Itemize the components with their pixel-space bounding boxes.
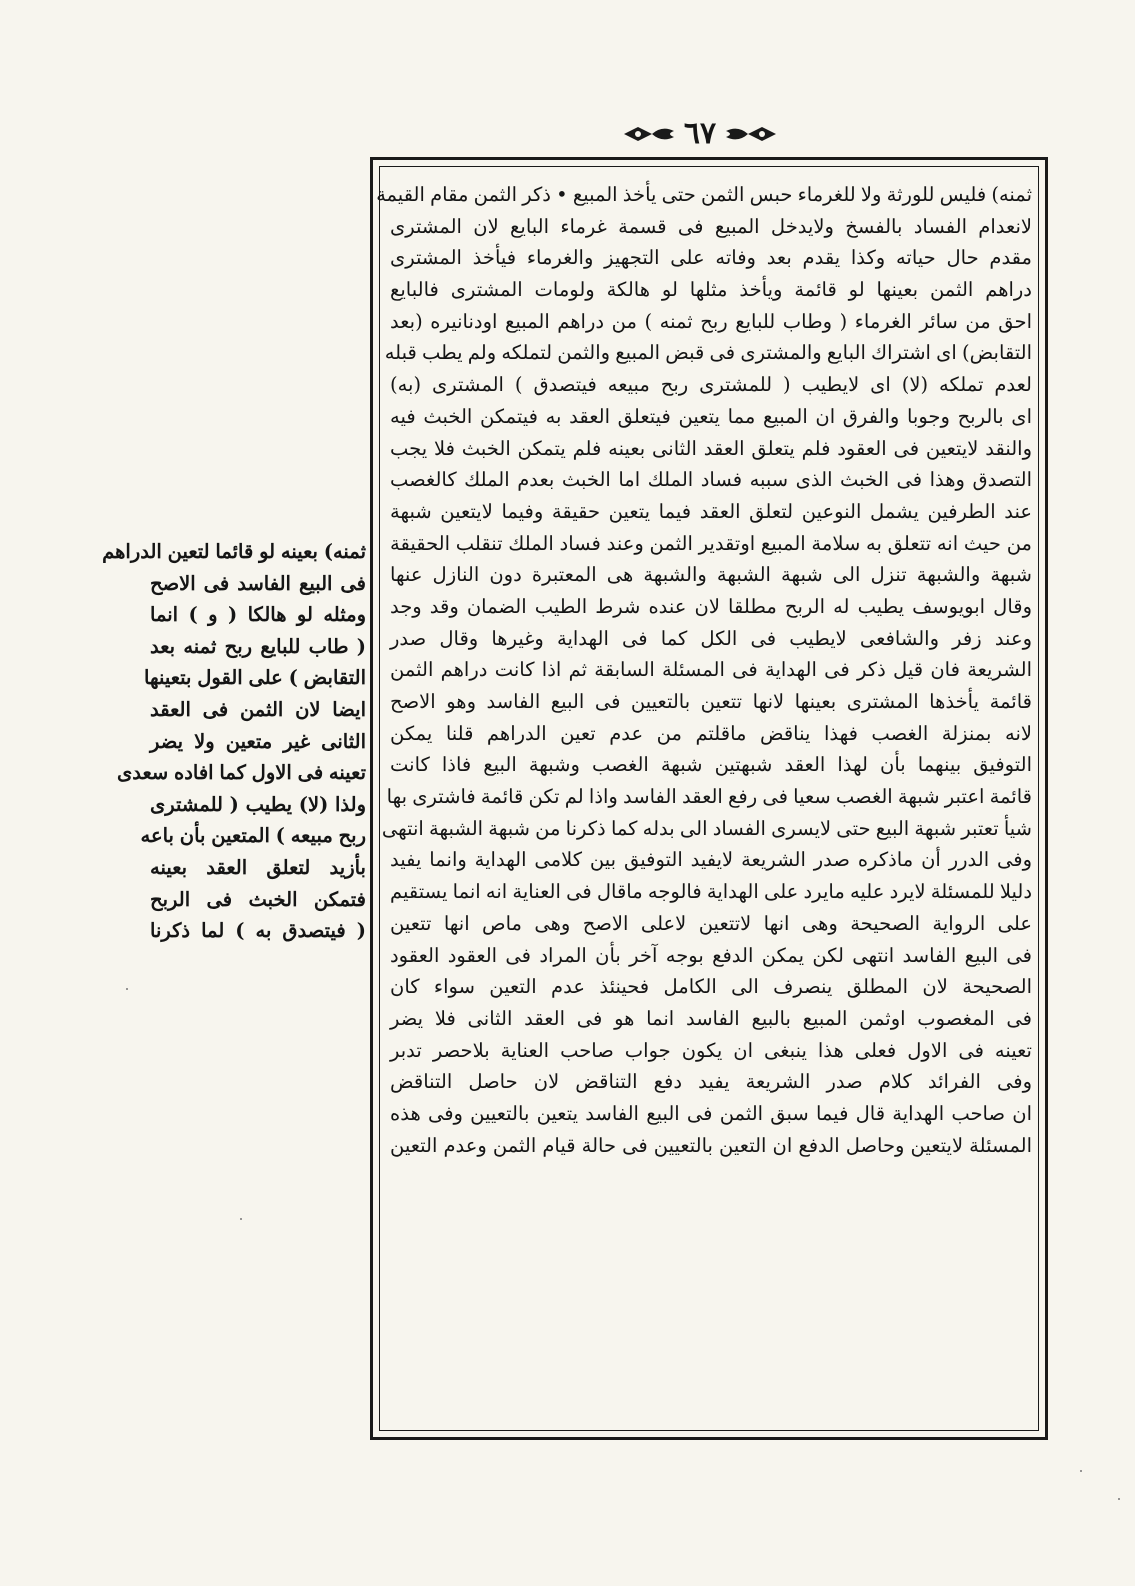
main-text-line: ثمنه) فليس للورثة ولا للغرماء حبس الثمن حتى يأخذ المبيع • ذكر الثمن مقام القيمة [376,183,1032,206]
main-text-line: التوفيق بينهما بأن لهذا العقد شبهتين شبهة الغصب وشبهة البيع فاذا كانت [390,753,1032,777]
margin-text-line: ايضا لان الثمن فى العقد [150,697,366,721]
margin-text-line: الثانى غير متعين ولا يضر [150,729,366,753]
main-text-line: لعدم تملكه (لا) اى لايطيب ( للمشترى ربح مبيعه فيتصدق ) المشترى (به) [390,373,1032,397]
main-text-line: مقدم حال حياته وكذا يقدم بعد وفاته على التجهيز والغرماء فيأخذ المشترى [390,246,1032,270]
margin-text-line: ثمنه) بعينه لو قائما لتعين الدراهم [102,540,366,563]
main-text-line: وفى الفرائد كلام صدر الشريعة يفيد دفع التناقض لان حاصل التناقض [390,1070,1032,1094]
main-text-line: الشريعة فان قيل ذكر فى الهداية فى المسئلة السابقة ثم اذا كانت دراهم الثمن [390,658,1032,682]
main-text-line: لانه بمنزلة الغصب فهذا يناقض ماقلتم من عدم تعين الدراهم قلنا يمكن [390,721,1032,745]
main-text-line: ان صاحب الهداية قال فيما سبق الثمن فى البيع الفاسد يتعين بالتعيين وفى هذه [390,1101,1032,1125]
main-text-line: التصدق وهذا فى الخبث الذى سببه فساد الملك اما الخبث بعدم الملك كالغصب [390,468,1032,492]
main-text-line: قائمة يأخذها المشترى بعينها لانها تتعين بالتعيين فى البيع الفاسد وهو الاصح [390,690,1032,713]
main-text-line: المسئلة لايتعين وحاصل الدفع ان التعين بالتعيين فى حالة قيام الثمن وعدم التعين [390,1133,1032,1157]
main-text-line: تعينه فى الاول فعلى هذا ينبغى ان يكون جواب صاحب العناية بلاحصر تدبر [390,1038,1032,1062]
main-text-line: وعند زفر والشافعى لايطيب فى الكل كما فى الهداية وغيرها وقال صدر [390,626,1032,650]
main-text-line: دراهم الثمن بعينها لو قائمة ويأخذ مثلها لو هالكة ولومات المشترى فالبايع [390,278,1032,302]
left-ornament-icon [622,121,678,147]
margin-text-line: تعينه فى الاول كما افاده سعدى [116,761,366,785]
main-text-line: اى بالربح وجوبا والفرق ان المبيع مما يتعين فيتعلق العقد به فيتمكن الخبث فيه [390,404,1032,428]
main-text-line: الصحيحة لان المطلق ينصرف الى الكامل فحينئذ عدم التعين سواء كان [390,975,1032,999]
main-text-line: احق من سائر الغرماء ( وطاب للبايع ربح ثمنه ) من دراهم المبيع اودنانيره (بعد [390,309,1032,333]
margin-text-line: فتمكن الخبث فى الربح [150,887,366,911]
paper-speck [1118,1498,1120,1500]
main-text-line: والنقد لايتعين فى العقود فلم يتعلق العقد الثانى بعينه فلم يتمكن الخبث فلا يجب [390,436,1032,460]
paper-speck [240,1218,242,1220]
main-text-line: التقابض) اى اشتراك البايع والمشترى فى قبض المبيع والثمن لتملكه ولم يطب قبله [384,341,1032,365]
main-text-line: لانعدام الفساد بالفسخ ولايدخل المبيع فى قسمة غرماء البايع لان المشترى [390,214,1032,238]
margin-text-line: ( طاب للبايع ربح ثمنه بعد [150,634,366,658]
paper-speck [126,988,128,990]
main-text-line: فى المغصوب اوثمن المبيع بالبيع الفاسد انما هو فى العقد الثانى فلا يضر [390,1006,1032,1030]
margin-text-line: التقابض ) على القول بتعينها [144,666,366,690]
margin-text-line: فى البيع الفاسد فى الاصح [150,571,366,595]
main-text-block [376,179,1032,1161]
main-text-line: وقال ابويوسف يطيب له الربح مطلقا لان عنده شرط الطيب الضمان وقد وجد [390,594,1032,618]
main-text-line: وفى الدرر أن ماذكره صدر الشريعة لايفيد التوفيق بين كلامى الهداية وانما يفيد [390,848,1032,872]
main-text-line: شيأ تعتبر شبهة البيع حتى لايسرى الفساد الى بدله كما ذكرنا من شبهة الشبهة انتهى [381,816,1032,840]
margin-text-line: ومثله لو هالكا ( و ) انما [150,603,366,627]
page-number: ٦٧ [683,116,717,151]
paper-speck [1080,1470,1082,1472]
main-text-line: فى البيع الفاسد انتهى لكن يمكن الدفع بوجه آخر بأن المراد فى العقود العقود [390,943,1032,967]
margin-text-line: ( فيتصدق به ) لما ذكرنا [150,919,366,943]
text-frame [370,157,1048,1440]
text-frame-inner [376,166,1039,1431]
main-text-line: من حيث انه تتعلق به سلامة المبيع اوتقدير الثمن وعند فساد الملك تنقلب الحقيقة [390,531,1032,555]
right-ornament-icon [722,121,778,147]
margin-commentary [102,536,366,947]
main-text-line: شبهة والشبهة تنزل الى شبهة الشبهة والشبهة هى المعتبرة دون النازل عنها [390,563,1032,587]
main-text-line: على الرواية الصحيحة وهى انها لاتتعين لاعلى الاصح وهى ماص انها تتعين [390,911,1032,935]
main-text-line: دليلا للمسئلة لايرد عليه مايرد على الهداية فالوجه ماقال فى العناية انه انما يستقيم [390,880,1032,904]
main-text-line: عند الطرفين يشمل النوعين لتعلق العقد فيما يتعين حقيقة وفيما لايتعين شبهة [390,499,1032,523]
margin-text-line: ولذا (لا) يطيب ( للمشترى [150,792,366,816]
page-header [600,116,800,152]
main-text-line: قائمة اعتبر شبهة الغصب سعيا فى رفع العقد الفاسد واذا لم تكن قائمة فاشترى بها [386,785,1032,809]
margin-text-line: ربح مبيعه ) المتعين بأن باعه [140,824,366,848]
margin-text-line: بأزيد لتعلق العقد بعينه [150,855,366,879]
